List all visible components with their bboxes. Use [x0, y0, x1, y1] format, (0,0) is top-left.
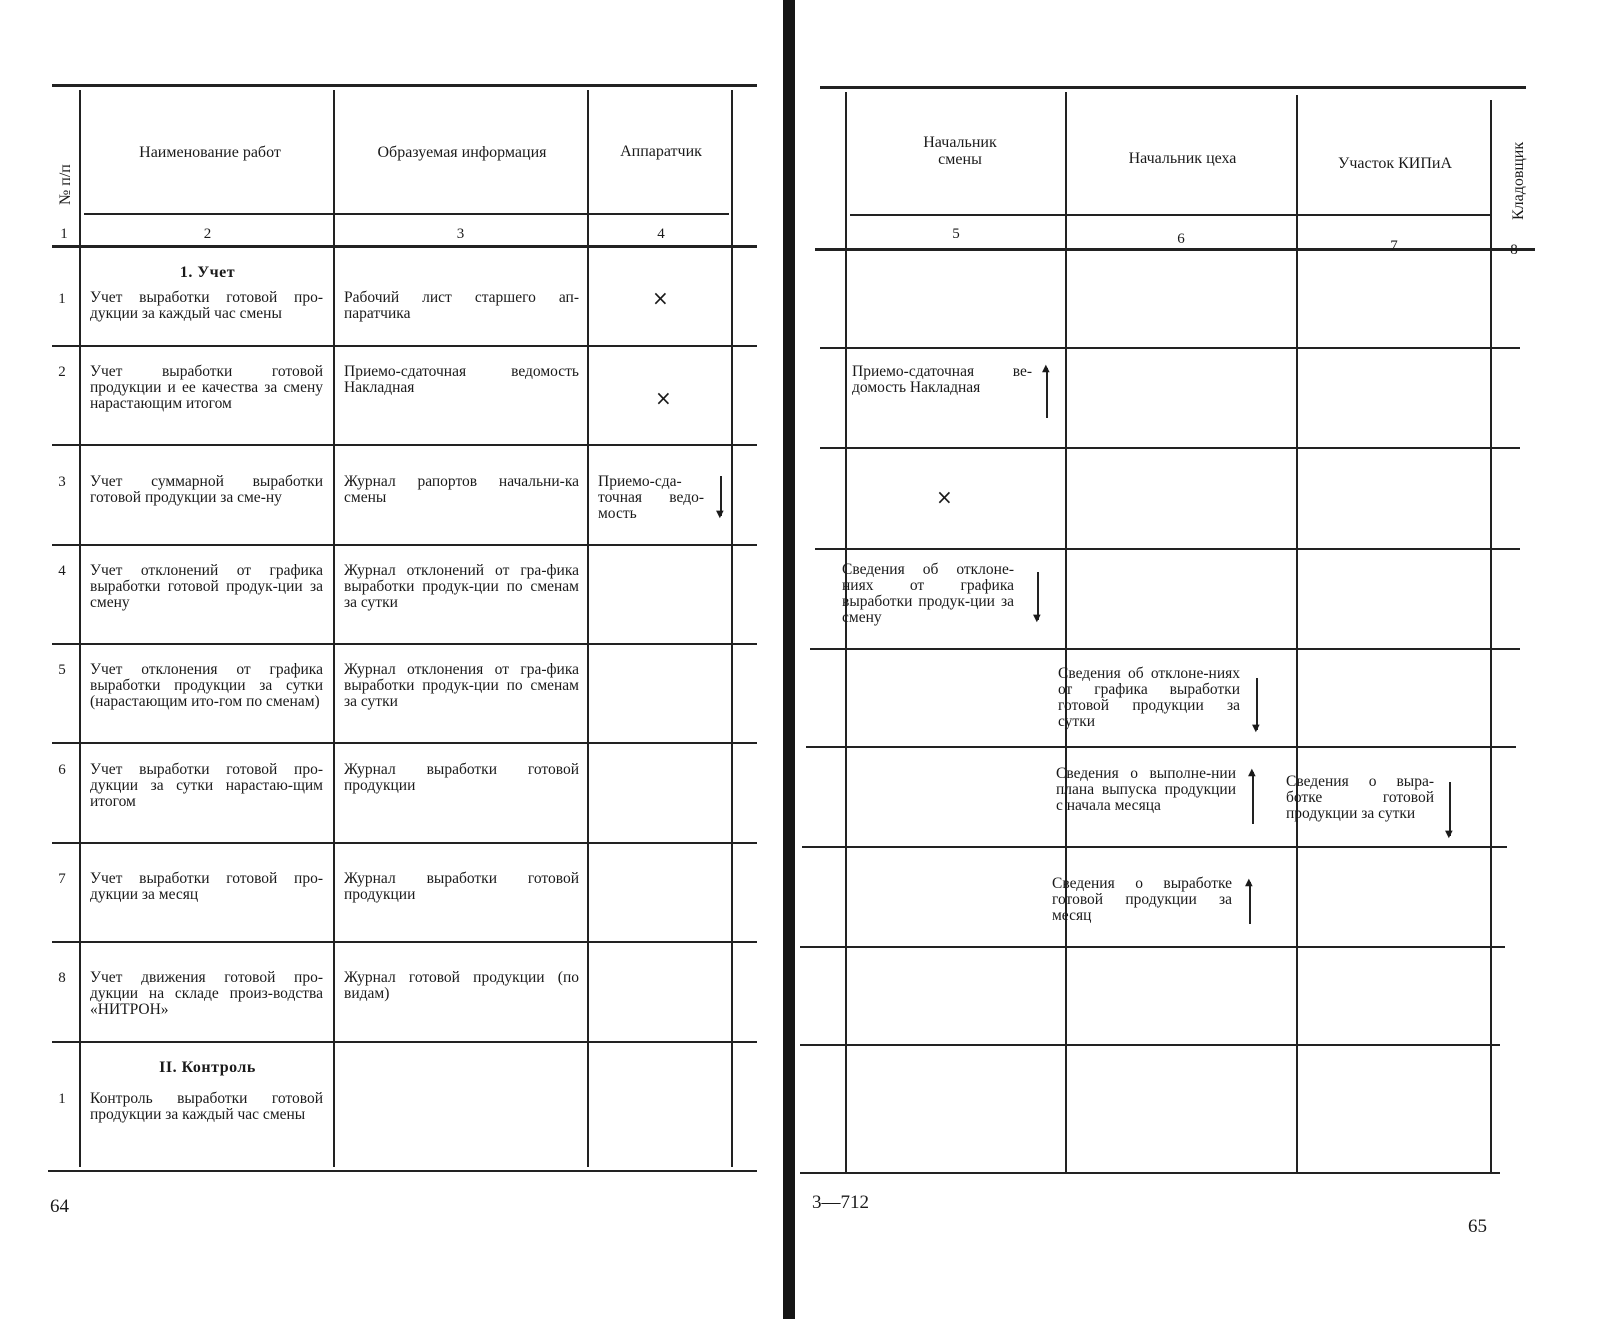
shift-chief-row4-cell: Сведения об отклоне-ниях от графика выработки продук-ции за смену: [842, 561, 1014, 626]
row-work-cell: Учет отклонения от графика выработки продукции за сутки (нарастающим ито-гом по сменам): [90, 661, 323, 710]
header-rule: [84, 213, 729, 215]
row-work-cell: Учет отклонений от графика выработки готовой продук-ции за смену: [90, 562, 323, 611]
row-info-cell: Журнал отклонения от гра-фика выработки продук-ции по сменам за сутки: [344, 661, 579, 710]
row-info-cell: Журнал готовой продукции (по видам): [344, 969, 579, 1002]
row-info-cell: Журнал выработки готовой продукции: [344, 761, 579, 794]
row-work-cell: Учет выработки готовой про-дукции за месяц: [90, 870, 323, 903]
shop-chief-row5-cell: Сведения об отклоне-ниях от графика выработки готовой продукции за сутки: [1058, 665, 1240, 730]
row-work-cell: Учет выработки готовой продукции и ее качества за смену нарастающим итогом: [90, 363, 323, 412]
arrow-up-icon: ▲: [1252, 772, 1254, 824]
page-number-right: 65: [1468, 1216, 1487, 1237]
row-rule: [802, 846, 1507, 848]
row-rule: [52, 742, 757, 744]
row-rule: [820, 447, 1520, 449]
row-work-cell: Учет суммарной выработки готовой продукции за сме-ну: [90, 473, 323, 506]
row-rule: [810, 648, 1520, 650]
colnum-rule: [52, 245, 757, 248]
arrow-up-icon: ▲: [1249, 882, 1251, 924]
kipia-row6-cell: Сведения о выра-ботке готовой продукции за сутки: [1286, 773, 1434, 822]
arrow-up-icon: ▲: [1046, 368, 1048, 418]
header-storekeeper: Кладовщик: [1510, 141, 1527, 220]
table-top-rule: [820, 86, 1526, 89]
cross-mark: ×: [936, 485, 953, 509]
section-title-accounting: 1. Учет: [179, 264, 236, 281]
row-rule: [800, 1044, 1500, 1046]
row-info-cell: Рабочий лист старшего ап-паратчика: [344, 289, 579, 322]
row-work-cell: Учет выработки готовой про-дукции за каждый час смены: [90, 289, 323, 322]
table-bottom-rule: [48, 1170, 757, 1172]
row-rule: [800, 946, 1505, 948]
col-divider: [1296, 95, 1298, 1172]
row-work-cell: Учет движения готовой про-дукции на складе произ-водства «НИТРОН»: [90, 969, 323, 1018]
row-rule: [52, 842, 757, 844]
colnum-7: 7: [1390, 238, 1398, 254]
row-number: 3: [58, 474, 66, 490]
col-divider: [333, 90, 335, 1167]
row-operator-cell: Приемо-сда-точная ведо-мость: [598, 473, 704, 522]
row-work-cell: Контроль выработки готовой продукции за каждый час смены: [90, 1090, 323, 1123]
header-shift-chief: Начальник смены: [923, 134, 997, 168]
col-divider: [1490, 100, 1492, 1172]
row-number: 1: [58, 1091, 66, 1107]
row-rule: [52, 345, 757, 347]
row-number: 4: [58, 563, 66, 579]
arrow-down-icon: ▼: [1037, 572, 1039, 620]
table-bottom-rule: [800, 1172, 1500, 1174]
header-shop-chief: Начальник цеха: [1128, 150, 1237, 167]
colnum-1: 1: [60, 226, 68, 242]
arrow-down-icon: ▼: [1449, 782, 1451, 836]
shift-chief-row2-cell: Приемо-сдаточная ве-домость Накладная: [852, 363, 1032, 396]
col-divider: [587, 90, 589, 1167]
table-top-rule: [52, 84, 757, 87]
colnum-4: 4: [657, 226, 665, 242]
colnum-2: 2: [203, 226, 212, 242]
row-rule: [806, 746, 1516, 748]
cross-mark: ×: [655, 386, 672, 410]
arrow-down-icon: ▼: [1256, 678, 1258, 730]
row-rule: [815, 548, 1520, 550]
col-divider: [731, 90, 733, 1167]
row-rule: [52, 1041, 757, 1043]
section-title-control: II. Контроль: [159, 1059, 256, 1076]
row-number: 5: [58, 662, 66, 678]
header-rule: [850, 214, 1490, 216]
colnum-3: 3: [456, 226, 465, 242]
col-divider: [79, 90, 81, 1167]
row-info-cell: Приемо-сдаточная ведомость Накладная: [344, 363, 579, 396]
colnum-8: 8: [1510, 242, 1518, 258]
col-divider: [1065, 92, 1067, 1172]
row-info-cell: Журнал отклонений от гра-фика выработки продук-ции по сменам за сутки: [344, 562, 579, 611]
row-number: 1: [58, 291, 66, 307]
header-num: № п/п: [57, 164, 74, 205]
header-operator: Аппаратчик: [620, 143, 702, 160]
shop-chief-row7-cell: Сведения о выработке готовой продукции за месяц: [1052, 875, 1232, 924]
left-page: [0, 0, 785, 1319]
signature-mark: 3—712: [812, 1192, 869, 1213]
row-info-cell: Журнал рапортов начальни-ка смены: [344, 473, 579, 506]
header-works: Наименование работ: [139, 144, 281, 161]
colnum-6: 6: [1177, 231, 1185, 247]
shop-chief-row6-cell: Сведения о выполне-нии плана выпуска продукции с начала месяца: [1056, 765, 1236, 814]
right-page: [800, 0, 1600, 1319]
page-number-left: 64: [50, 1196, 69, 1217]
row-number: 2: [58, 364, 66, 380]
row-info-cell: Журнал выработки готовой продукции: [344, 870, 579, 903]
col-divider: [845, 92, 847, 1172]
header-info: Образуемая информация: [377, 144, 547, 161]
row-rule: [52, 444, 757, 446]
row-work-cell: Учет выработки готовой про-дукции за сутки нарастаю-щим итогом: [90, 761, 323, 810]
row-number: 7: [58, 871, 66, 887]
row-rule: [52, 643, 757, 645]
row-rule: [820, 347, 1520, 349]
arrow-down-icon: ▼: [720, 476, 722, 516]
row-rule: [52, 941, 757, 943]
cross-mark: ×: [652, 286, 669, 310]
header-kipia: Участок КИПиА: [1337, 155, 1453, 172]
book-spine: [783, 0, 795, 1319]
colnum-5: 5: [952, 226, 960, 242]
row-rule: [52, 544, 757, 546]
row-number: 8: [58, 970, 66, 986]
row-number: 6: [58, 762, 66, 778]
